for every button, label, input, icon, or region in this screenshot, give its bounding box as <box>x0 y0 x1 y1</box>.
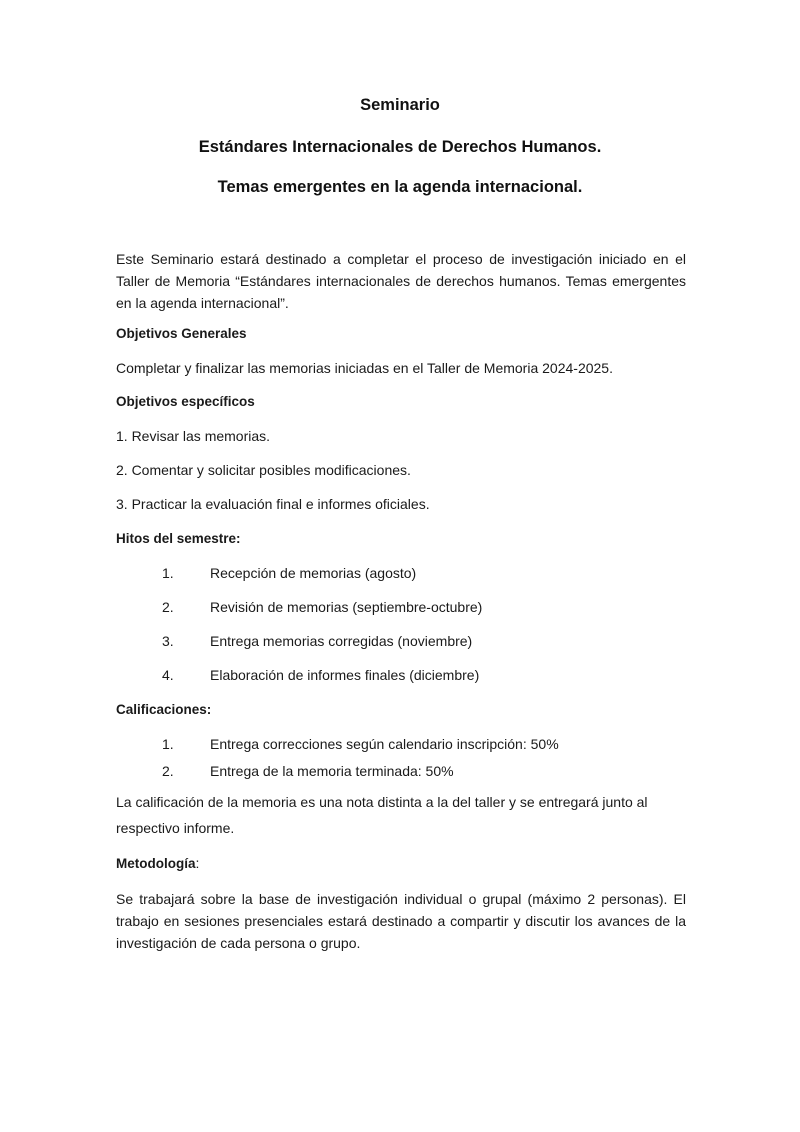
objetivo-especifico-item: 2. Comentar y solicitar posibles modificaciones. <box>116 462 411 478</box>
calificacion-number: 2. <box>162 763 174 779</box>
hito-text: Elaboración de informes finales (diciembre) <box>210 667 480 683</box>
calificaciones-note: La calificación de la memoria es una nota distinta a la del taller y se entregará junto al respectivo informe. <box>116 794 648 836</box>
title-estandares: Estándares Internacionales de Derechos Humanos. <box>198 138 602 156</box>
hitos-heading: Hitos del semestre: <box>116 531 241 546</box>
objetivos-especificos-heading: Objetivos específicos <box>116 394 255 409</box>
metodologia-colon: : <box>195 855 200 871</box>
hito-number: 1. <box>162 565 174 581</box>
objetivo-especifico-item: 1. Revisar las memorias. <box>116 428 271 444</box>
hito-number: 2. <box>162 599 174 615</box>
intro-paragraph: Este Seminario estará destinado a completar el proceso de investigación iniciado en el Taller de Memoria “Estándares internacionales de derechos humanos. Temas emergentes en la agenda internacional”. <box>116 251 686 311</box>
calificacion-text: Entrega correcciones según calendario inscripción: 50% <box>210 736 559 752</box>
hito-text: Recepción de memorias (agosto) <box>210 565 417 581</box>
hito-text: Entrega memorias corregidas (noviembre) <box>210 633 473 649</box>
objetivos-generales-heading: Objetivos Generales <box>116 326 247 341</box>
objetivos-generales-text: Completar y finalizar las memorias iniciadas en el Taller de Memoria 2024-2025. <box>116 360 613 376</box>
objetivo-especifico-item: 3. Practicar la evaluación final e informes oficiales. <box>116 496 430 512</box>
hito-number: 4. <box>162 667 174 683</box>
calificaciones-heading: Calificaciones: <box>116 702 212 717</box>
metodologia-paragraph: Se trabajará sobre la base de investigación individual o grupal (máximo 2 personas). El trabajo en sesiones presenciales estará destinado a compartir y discutir los avances de la investigación de cada persona o grupo. <box>116 891 686 951</box>
calificacion-number: 1. <box>162 736 174 752</box>
calificacion-text: Entrega de la memoria terminada: 50% <box>210 763 454 779</box>
hito-text: Revisión de memorias (septiembre-octubre) <box>210 599 483 615</box>
hito-number: 3. <box>162 633 174 649</box>
metodologia-heading: Metodología <box>116 856 196 871</box>
title-seminario: Seminario <box>360 96 440 114</box>
title-temas: Temas emergentes en la agenda internacional. <box>217 178 583 196</box>
metodologia-heading-line <box>116 855 686 871</box>
